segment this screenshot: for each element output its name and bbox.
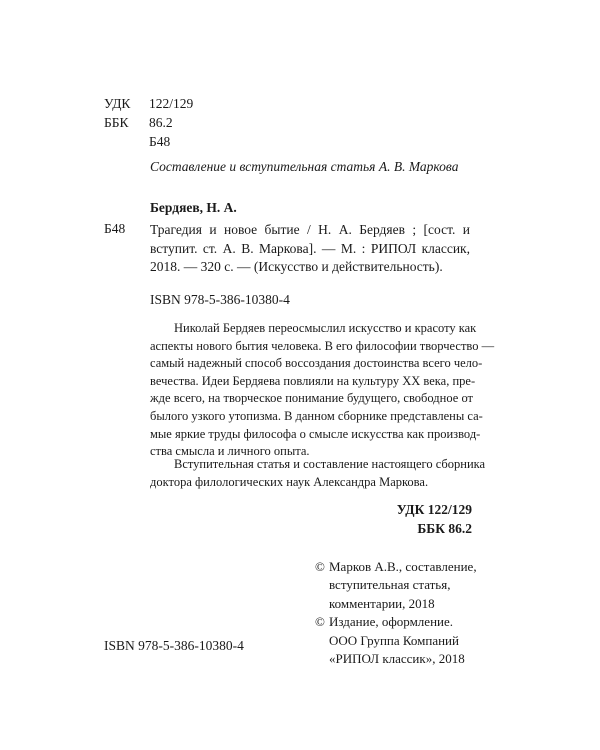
bbk-label: ББК — [104, 115, 129, 130]
description-line: 2018. — 320 с. — (Искусство и действительность). — [150, 259, 443, 274]
compiler-line: Составление и вступительная статья А. В. Маркова — [150, 159, 459, 174]
summary-bbk: ББК 86.2 — [417, 521, 472, 536]
copyright-line: ООО Группа Компаний — [329, 632, 459, 648]
copyright-line: комментарии, 2018 — [329, 595, 435, 611]
copyright-block — [315, 558, 477, 668]
abstract-line: жде всего, на творческое понимание будущего, свободное от — [150, 391, 473, 406]
copyright-line: вступительная статья, — [329, 577, 451, 593]
abstract-line: вечества. Идеи Бердяева повлияли на культуру XX века, пре- — [150, 373, 476, 388]
isbn-main: ISBN 978-5-386-10380-4 — [150, 292, 290, 307]
copyright-symbol: © — [315, 614, 325, 630]
copyright-line: Издание, оформление. — [329, 614, 454, 630]
abstract-line: Николай Бердяев переосмыслил искусство и красоту как — [174, 321, 477, 335]
abstract — [150, 320, 495, 461]
copyright-entry — [315, 613, 477, 631]
abstract-line: былого узкого утопизма. В данном сборнике представлены са- — [150, 408, 483, 423]
isbn-footer: ISBN 978-5-386-10380-4 — [104, 638, 244, 653]
summary-udk: УДК 122/129 — [396, 502, 472, 517]
author-mark-top: Б48 — [149, 134, 171, 149]
copyright-line: «РИПОЛ классик», 2018 — [329, 651, 465, 667]
copyright-entry — [315, 558, 477, 576]
copyright-symbol: © — [315, 559, 325, 574]
copyright-line: Марков А.В., составление, — [329, 559, 477, 574]
udk-label: УДК — [104, 96, 131, 111]
abstract-line: мые яркие труды философа о смысле искусства как производ- — [150, 426, 481, 441]
abstract-line: ства смысла и личного опыта. — [150, 444, 310, 459]
abstract-line: самый надежный способ воссоздания достоинства всего чело- — [150, 356, 483, 371]
compiler-note-line: доктора филологических наук Александра Маркова. — [150, 474, 429, 489]
udk-value: 122/129 — [149, 96, 194, 111]
compiler-note-line: Вступительная статья и составление настоящего сборника — [174, 457, 486, 471]
description-line: вступит. ст. А. В. Маркова]. — М. : РИПОЛ классик, — [150, 240, 470, 256]
abstract-line: аспекты нового бытия человека. В его философии творчество — — [150, 338, 495, 353]
compiler-note — [150, 456, 486, 491]
bbk-value: 86.2 — [149, 115, 173, 130]
summary-codes — [397, 500, 472, 538]
bibliographic-description — [150, 221, 470, 277]
description-line: Трагедия и новое бытие / Н. А. Бердяев ; [сост. и — [150, 222, 470, 237]
author-heading: Бердяев, Н. А. — [150, 200, 237, 215]
cutter-mark: Б48 — [104, 221, 126, 236]
